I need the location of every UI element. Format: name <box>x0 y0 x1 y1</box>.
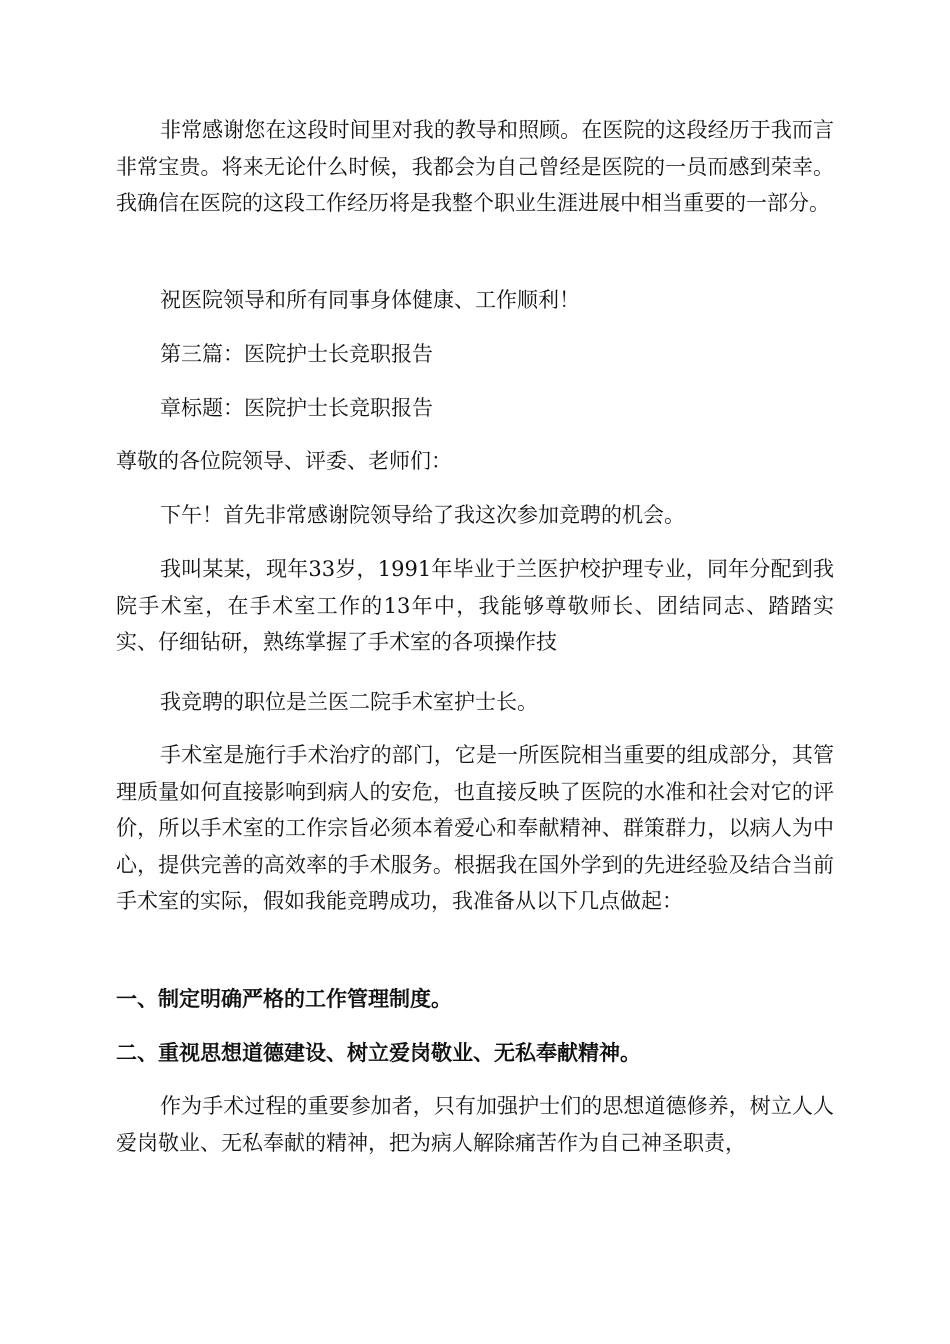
paragraph-wishes: 祝医院领导和所有同事身体健康、工作顺利！ <box>160 288 580 312</box>
salutation: 尊敬的各位院领导、评委、老师们： <box>116 449 452 473</box>
section-title: 第三篇：医院护士长竞职报告 <box>160 342 433 366</box>
point-two-heading: 二、重视思想道德建设、树立爱岗敬业、无私奉献精神。 <box>116 1040 641 1065</box>
point-one-heading: 一、制定明确严格的工作管理制度。 <box>116 986 452 1011</box>
paragraph-gratitude: 非常感谢您在这段时间里对我的教导和照顾。在医院的这段经历于我而言非常宝贵。将来无论什么时候，我都会为自己曾经是医院的一员而感到荣幸。我确信在医院的这段工作经历将是我整个职业生涯进展中相当重要的一部分。 <box>116 118 834 215</box>
paragraph-operating-room: 手术室是施行手术治疗的部门，它是一所医院相当重要的组成部分，其管理质量如何直接影响到病人的安危，也直接反映了医院的水准和社会对它的评价，所以手术室的工作宗旨必须本着爱心和奉献精神、群策群力，以病人为中心，提供完善的高效率的手术服务。根据我在国外学到的先进经验及结合当前手术室的实际，假如我能竞聘成功，我准备从以下几点做起： <box>116 743 834 913</box>
paragraph-position: 我竞聘的职位是兰医二院手术室护士长。 <box>160 690 538 714</box>
paragraph-greeting: 下午！首先非常感谢院领导给了我这次参加竞聘的机会。 <box>160 503 685 527</box>
chapter-title: 章标题：医院护士长竞职报告 <box>160 396 433 420</box>
paragraph-self-introduction: 我叫某某，现年33岁，1991年毕业于兰医护校护理专业，同年分配到我院手术室，在手术室工作的13年中，我能够尊敬师长、团结同志、踏踏实实、仔细钻研，熟练掌握了手术室的各项操作技 <box>116 557 834 654</box>
paragraph-ethics: 作为手术过程的重要参加者，只有加强护士们的思想道德修养，树立人人爱岗敬业、无私奉献的精神，把为病人解除痛苦作为自己神圣职责， <box>116 1094 834 1155</box>
